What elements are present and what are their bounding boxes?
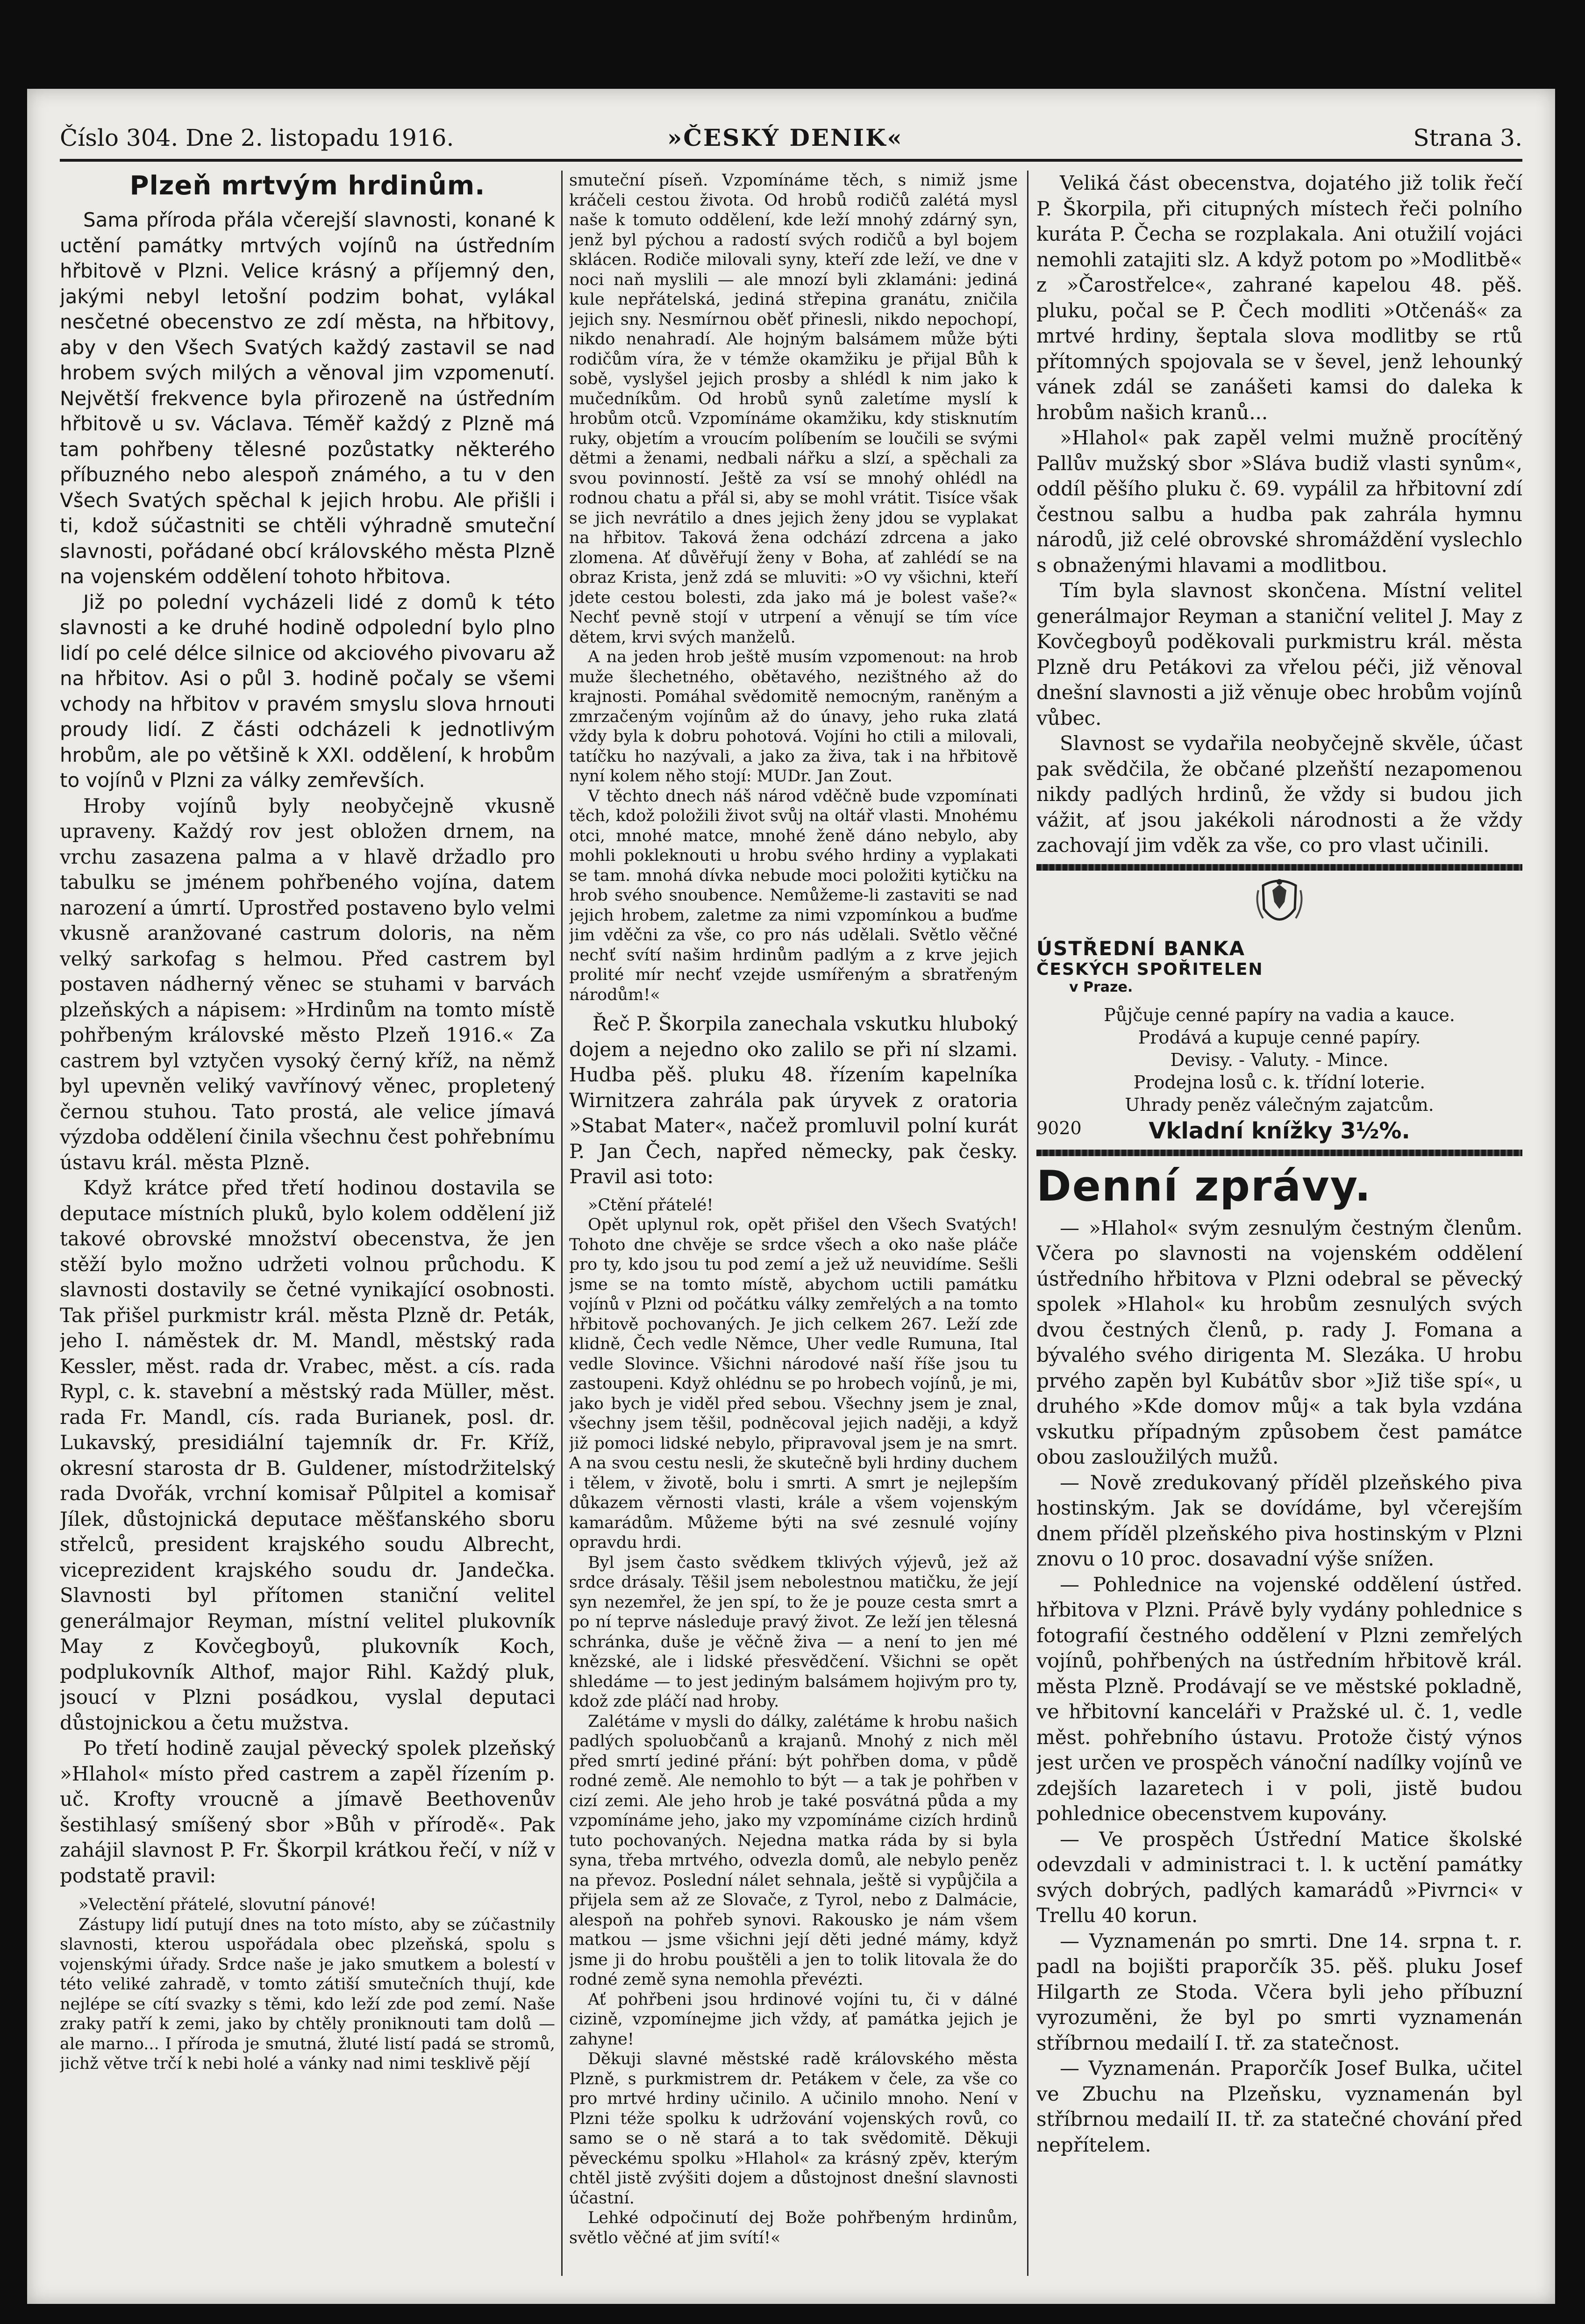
speech-paragraph: smuteční píseň. Vzpomínáme těch, s nimiž jsme kráčeli cestou života. Od hrobů rodičů zalétá mysl naše k tomuto oddělení, kde leží mnohý zdárný syn, jenž byl pýchou a radostí svých rodičů a byl bojem sklácen. Rodiče milovali syny, kteří zde leží, ve dne v noci naň myslili — ale mnozí byli zklamáni: jediná kule nepřátelská, jediná střepina granátu, zničila jejich sny. Nesmírnou oběť přinesli, nikdo nepochopí, nikdo nenahradí. Ale hojným balsámem může býti rodičům víra, že v témže okamžiku je přijal Bůh k sobě, vyslyšel jejich prosby a shlédl k nim jako k mučedníkům. Od hrobů synů zaletíme myslí k hrobům otců. Vzpomínáme okamžiku, kdy stisknutím ruky, objetím a vroucím políbením se loučili se svými dětmi a ženami, nedbali nářku a slzí, a spěchali za svou povinností. Ještě za vsí se mnohý ohlédl na rodnou chatu a přál si, aby se mohl vrátit. Tisíce však se jich nevrátilo a dnes jejich ženy jdou se vyplakat na hřbitov. Taková žena odchází zdrcena a jako zlomena. Ať důvěřují ženy v Boha, ať zahlédí se na obraz Krista, jenž zdá se mluviti: »O vy všichni, kteří jdete cestou bolesti, zda jako má je bolest vaše?« Nechť pevně stojí v utrpení a věnují se tím více dětem, krvi svých manželů. — [569, 171, 1018, 647]
bank-city: v Praze. — [1069, 979, 1133, 995]
bank-service: Prodejna losů c. k. třídní loterie. — [1133, 1072, 1426, 1093]
column-3 — [1036, 171, 1522, 2285]
article-paragraph: Sama příroda přála včerejší slavnosti, konané k uctění památky mrtvých vojínů na ústředním hřbitově v Plzni. Velice krásný a příjemný den, jakými nebyl letošní podzim bohat, vylákal nesčetné obecenstvo ze zdí města, na hřbitovy, aby v den Všech Svatých každý zastavil se nad hrobem svých milých a věnoval jim vzpomenutí. Největší frekvence byla přirozeně na ústředním hřbitově u sv. Václava. Téměř každý z Plzně má tam pohřbeny tělesné pozůstatky některého příbuzného nebo alespoň známého, a tu v den Všech Svatých spěchal k jejich hrobu. Ale přišli i ti, kdož súčastniti se chtěli výhradně smuteční slavnosti, pořádané obcí královského města Plzně na vojenském oddělení tohoto hřbitova. — [60, 208, 555, 588]
speech-paragraph: Zástupy lidí putují dnes na toto místo, aby se zúčastnily slavnosti, kterou uspořádala obec plzeňská, spolu s vojenskými úřady. Srdce naše je jako smutkem a bolestí v této veliké zahradě, v tomto zátiší smutečních thují, kde nejlépe se cítí svazky s těmi, kdo leží zde pod zemí. Naše zraky patří k zemi, jako by chtěly proniknouti tam dolů — ale marno... I příroda je smutná, žluté listí padá se stromů, jichž větve trčí k nebi holé a vánky nad nimi tesklivě pějí — [60, 1915, 555, 2073]
bank-subname: ČESKÝCH SPOŘITELEN — [1036, 959, 1264, 979]
speech-paragraph: Opět uplynul rok, opět přišel den Všech Svatých! Tohoto dne chvěje se srdce všech a oko naše pláče pro ty, kdo jsou tu pod zemí a jež už neuvidíme. Sešli jsme se na tomto místě, abychom uctili památku vojínů v Plzni od počátku války zemřelých a na tomto hřbitově pochovaných. Je jich celkem 267. Leží zde klidně, Čech vedle Němce, Uher vedle Rumuna, Ital vedle Slovince. Všichni národové naší říše jsou tu zastoupeni. Když ohlédnu se po hrobech vojínů, je mi, jako bych je viděl před sebou. Všechny jsem je znal, všechny jsem těšil, podněcoval jejich naději, a když již pomoci lidské nebylo, připravoval jsem je na smrt. A na svou cestu nesli, že skutečně byli hrdiny duchem i tělem, v životě, bolu i smrti. A smrt je nejlepším důkazem věrnosti vlasti, krále a všem vojenským kamarádům. Můžeme býti na své zesnulé vojíny opravdu hrdi. — [569, 1216, 1018, 1552]
bank-service: Devisy. - Valuty. - Mince. — [1170, 1049, 1389, 1070]
bank-name: ÚSTŘEDNÍ BANKA — [1036, 937, 1246, 960]
news-item: — Pohlednice na vojenské oddělení ústřed. hřbitova v Plzni. Právě byly vydány pohlednice s fotografií čestného oddělení v Plzni zemřelých vojínů, pohřbených na ústředním hřbitově král. města Plzně. Prodávají se ve městské pokladně, ve hřbitovní kanceláři v Pražské ul. č. 1, vedle měst. pohřebního ústavu. Protože čistý výnos jest určen ve prospěch vánoční nadílky vojínů ve zdejších lazaretech i v poli, jistě budou pohlednice obecenstvem kupovány. — [1036, 1573, 1522, 1825]
column-1 — [60, 171, 555, 2285]
column-divider — [1027, 171, 1028, 2276]
ad-footer — [1036, 1118, 1522, 1144]
speech-paragraph: Zalétáme v mysli do dálky, zalétáme k hrobu našich padlých spoluobčanů a krajanů. Mnohý z nich měl před smrtí jediné přání: být pohřben doma, v půdě rodné země. Ale nemohlo to být — a tak je pohřben v cizí zemi. Ale jeho hrob je také posvátná půda a my vzpomínáme jeho, jako my vzpomínáme cizích hrdinů tuto pochovaných. Nejedna matka ráda by si byla syna, třeba mrtvého, odvezla domů, ale nebylo peněz na převoz. Poslední nálet sehnala, ještě si vypůjčila a přijela sem až ze Slovače, z Tyrol, nebo z Dalmácie, alespoň na pohřeb synovi. Rakousko je nám všem matkou — jsme všichni její děti jedné mámy, když jsme ji do hrobu pouštěli a jen to tolik litovala že do rodné země syna nemohla převézti. — [569, 1712, 1018, 1989]
coat-of-arms-icon — [1254, 876, 1305, 932]
page-header — [60, 122, 1522, 154]
savings-books: Vkladní knížky 3½%. — [1149, 1117, 1410, 1144]
ad-number: 9020 — [1036, 1117, 1082, 1138]
article-paragraph: Tím byla slavnost skončena. Místní velitel generálmajor Reyman a staniční velitel J. May z Kovčegboyů poděkovali purkmistru král. města Plzně dru Petákovi za vřelou péči, již věnoval dnešní slavnosti a již věnuje obec hrobům vojínů vůbec. — [1036, 579, 1522, 729]
article-paragraph: Hroby vojínů byly neobyčejně vkusně upraveny. Každý rov jest obložen drnem, na vrchu zasazena palma a v hlavě držadlo pro tabulku se jménem pohřbeného vojína, datem narození a úmrtí. Uprostřed postaveno bylo velmi vkusně aranžované castrum doloris, na něm velký sarkofag s helmou. Před castrem byl postaven nádherný věnec se stuhami v barvách plzeňských a nápisem: »Hrdinům na tomto místě pohřbeným královské město Plzeň 1916.« Za castrem byl vztyčen vysoký černý kříž, na němž byl upevněn veliký vavřínový věnec, propletený černou stuhou. Tato prostá, ale velice jímavá výzdoba oddělení činila všechnu čest pohřebnímu ústavu král. města Plzně. — [60, 794, 555, 1174]
bank-service: Uhrady peněz válečným zajatcům. — [1125, 1094, 1434, 1115]
page-number: Strana 3. — [1413, 124, 1522, 151]
header-rule — [60, 159, 1522, 162]
advertisement-border — [1036, 1150, 1522, 1156]
article-paragraph: »Hlahol« pak zapěl velmi mužně procítěný Pallův mužský sbor »Sláva budiž vlasti synům«, oddíl pěšího pluku č. 69. vypálil za hřbitovní zdí čestnou salbu a hudba pak zahrála hymnu národů, již celé obrovské shromáždění vyslechlo s obnaženými hlavami a modlitbou. — [1036, 426, 1522, 577]
speech-salutation: »Velectění přátelé, slovutní pánové! — [79, 1895, 377, 1914]
news-item: — Nově zredukovaný příděl plzeňského piva hostinským. Jak se dovídáme, byl včerejším dnem příděl plzeňského piva hostinským v Plzni znovu o 10 proc. dosavadní výše snížen. — [1036, 1471, 1522, 1570]
speech-paragraph: Byl jsem často svědkem tklivých výjevů, jež až srdce drásaly. Těšil jsem nebolestnou matičku, že její syn nezemřel, že jen spí, to že je pouze cesta smrt a po ní teprve následuje pravý život. Ze leží jen tělesná schránka, duše je věčně živa — a není to jen mé knězské, ale i lidské přesvědčení. Všichni se opět shledáme — to jest jediným balsámem hojivým pro ty, kdož zde pláčí nad hroby. — [569, 1553, 1018, 1711]
column-divider — [561, 171, 563, 2276]
speech-paragraph: V těchto dnech náš národ vděčně bude vzpomínati těch, kdož položili život svůj na oltář vlasti. Mnohému otci, mnohé matce, mnohé ženě dáno nebylo, aby mohli pokleknouti u hrobu svého hrdiny a vyplakati se tam. mnohá dívka nebude moci položiti kytičku na hrob svého snoubence. Nemůžeme-li zastaviti se nad jejich hrobem, zaletme za nimi vzpomínkou a buďme jim vděčni za vše, co pro nás udělali. Světlo věčné nechť svítí našim hrdinům padlým a z krve jejich prolité mír nechť vzejde usmířeným a sbratřeným národům!« — [569, 787, 1018, 1004]
column-2 — [569, 171, 1018, 2285]
article-paragraph: Veliká část obecenstva, dojatého již tolik řečí P. Škorpila, při citupných místech řeči polního kuráta P. Čecha se rozplakala. Ani otužilí vojáci nemohli zatajiti slz. A když potom po »Modlitbě« z »Čarostřelce«, zahrané kapelou 48. pěš. pluku, počal se P. Čech modliti »Otčenáš« za mrtvé hrdiny, šeptala slova modlitby se rtů přítomných spojovala se v ševel, jenž lehounký vánek zdál se zanášeti kamsi do daleka k hrobům našich kranů... — [1036, 172, 1522, 424]
bank-service: Prodává a kupuje cenné papíry. — [1138, 1027, 1421, 1048]
speech-salutation: »Ctění přátelé! — [588, 1195, 714, 1215]
news-item: — Vyznamenán. Praporčík Josef Bulka, učitel ve Zbuchu na Plzeňsku, vyznamenán byl stříbrnou medailí II. tř. za statečné chování před nepřítelem. — [1036, 2057, 1522, 2156]
news-item: — »Hlahol« svým zesnulým čestným členům. Včera po slavnosti na vojenském oddělení ústředního hřbitova v Plzni odebral se pěvecký spolek »Hlahol« ku hrobům zesnulých svých dvou čestných členů, p. rady J. Fomana a bývalého svého dirigenta M. Slezáka. U hrobu prvého zapěn byl Kubátův sbor »Již tiše spí«, u druhého »Kde domov můj« a tak byla vzdána vskutku případným způsobem čest památce obou zasloužilých mužů. — [1036, 1216, 1522, 1468]
article-paragraph: Již po polední vycházeli lidé z domů k této slavnosti a ke druhé hodině odpolední bylo plno lidí po celé délce silnice od akciového pivovaru až na hřbitov. Asi o půl 3. hodině počaly se všemi vchody na hřbitov v pravém smyslu slova hrnouti proudy lidí. Z části odcházeli k jednotlivým hrobům, ale po většině k XXI. oddělení, k hrobům to vojínů v Plzni za války zemřevších. — [60, 590, 555, 792]
section-title: Denní zprávy. — [1036, 1161, 1372, 1211]
newspaper-page — [27, 89, 1555, 2304]
article-title: Plzeň mrtvým hrdinům. — [129, 171, 485, 201]
speech-paragraph: Děkuji slavné městské radě královského města Plzně, s purkmistrem dr. Petákem v čele, za vše co pro mrtvé hrdiny učinilo. A učinilo mnoho. Není v Plzni téže spolku k udržování vojenských rovů, co samo se o ně stará a to tak svědomitě. Děkuji pěveckému spolku »Hlahol« za krásný zpěv, kterým chtěl jistě zvýšiti dojem a důstojnost dnešní slavnosti účastní. — [569, 2050, 1018, 2208]
masthead: »ČESKÝ DENIK« — [667, 124, 903, 151]
bank-advertisement — [1036, 876, 1522, 1144]
issue-number-date: Číslo 304. Dne 2. listopadu 1916. — [60, 124, 454, 151]
bank-service: Půjčuje cenné papíry na vadia a kauce. — [1104, 1004, 1455, 1025]
advertisement-border — [1036, 864, 1522, 871]
article-paragraph: Slavnost se vydařila neobyčejně skvěle, účast pak svědčila, že občané plzeňští nezapomenou nikdy padlých hrdinů, že vždy si budou jich vážit, ať jsou jakékoli národnosti a že vždy zachovají jim vděk za vše, co pro vlast učinili. — [1036, 732, 1522, 857]
speech-paragraph: A na jeden hrob ještě musím vzpomenout: na hrob muže šlechetného, obětavého, nezištného až do krajnosti. Pomáhal svědomitě nemocným, raněným a zmrzačeným vojínům až do únavy, jeho ruka zlatá vždy byla k dobru pohotová. Vojíni ho ctili a milovali, tatíčku ho nazývali, a jako za živa, tak i na hřbitově nyní kolem něho stojí: MUDr. Jan Zout. — [569, 648, 1018, 786]
news-item: — Vyznamenán po smrti. Dne 14. srpna t. r. padl na bojišti praporčík 35. pěš. pluku Josef Hilgarth ze Stoda. Včera byli jeho příbuzní vyrozuměni, že byl po smrti vyznamenán stříbrnou medailí I. tř. za statečnost. — [1036, 1929, 1522, 2054]
article-paragraph: Když krátce před třetí hodinou dostavila se deputace místních pluků, bylo kolem oddělení již takové obrovské množství obecenstva, že jen stěží bylo možno udržeti volnou průchodu. K slavnosti dostavily se četné vynikající osobnosti. Tak přišel purkmistr král. města Plzně dr. Peták, jeho I. náměstek dr. M. Mandl, městský rada Kessler, měst. rada dr. Vrabec, měst. a cís. rada Rypl, c. k. stavební a městský rada Müller, měst. rada Fr. Mandl, cís. rada Burianek, posl. dr. Lukavský, presidiální tajemník dr. Fr. Kříž, okresní starosta dr B. Guldener, místodržitelský rada Dvořák, vrchní komisař Půlpitel a komisař Jílek, důstojnická deputace měšťanského sboru střelců, president krajského soudu Albrecht, viceprezident krajského soudu dr. Jandečka. Slavnosti byl přítomen staniční velitel generálmajor Reyman, místní velitel plukovník May z Kovčegboyů, plukovník Koch, podplukovník Althof, major Rihl. Každý pluk, jsoucí v Plzni posádkou, vyslal deputaci důstojnickou a četu mužstva. — [60, 1176, 555, 1734]
article-paragraph: Po třetí hodině zaujal pěvecký spolek plzeňský »Hlahol« místo před castrem a zapěl řízením p. uč. Krofty vroucně a jímavě Beethovenův šestihlasý smíšený sbor »Bůh v přírodě«. Pak zahájil slavnost P. Fr. Škorpil krátkou řečí, v níž v podstatě pravil: — [60, 1737, 555, 1887]
speech-paragraph: Lehké odpočinutí dej Bože pohřbeným hrdinům, světlo věčné ať jim svítí!« — [569, 2209, 1018, 2247]
article-paragraph: Řeč P. Škorpila zanechala vskutku hluboký dojem a nejedno oko zalilo se při ní slzami. Hudba pěš. pluku 48. řízením kapelníka Wirnitzera zahrála pak úryvek z oratoria »Stabat Mater«, načež promluvil polní kurát P. Jan Čech, napřed německy, pak česky. Pravil asi toto: — [569, 1012, 1018, 1188]
speech-paragraph: Ať pohřbeni jsou hrdinové vojíni tu, či v dálné cizině, vzpomínejme jich vždy, ať památka jejich je zahyne! — [569, 1990, 1018, 2049]
news-item: — Ve prospěch Ústřední Matice školské odevzdali v administraci t. l. k uctění památky svých dobrých, padlých kamarádů »Pivrnci« v Trellu 40 korun. — [1036, 1827, 1522, 1927]
